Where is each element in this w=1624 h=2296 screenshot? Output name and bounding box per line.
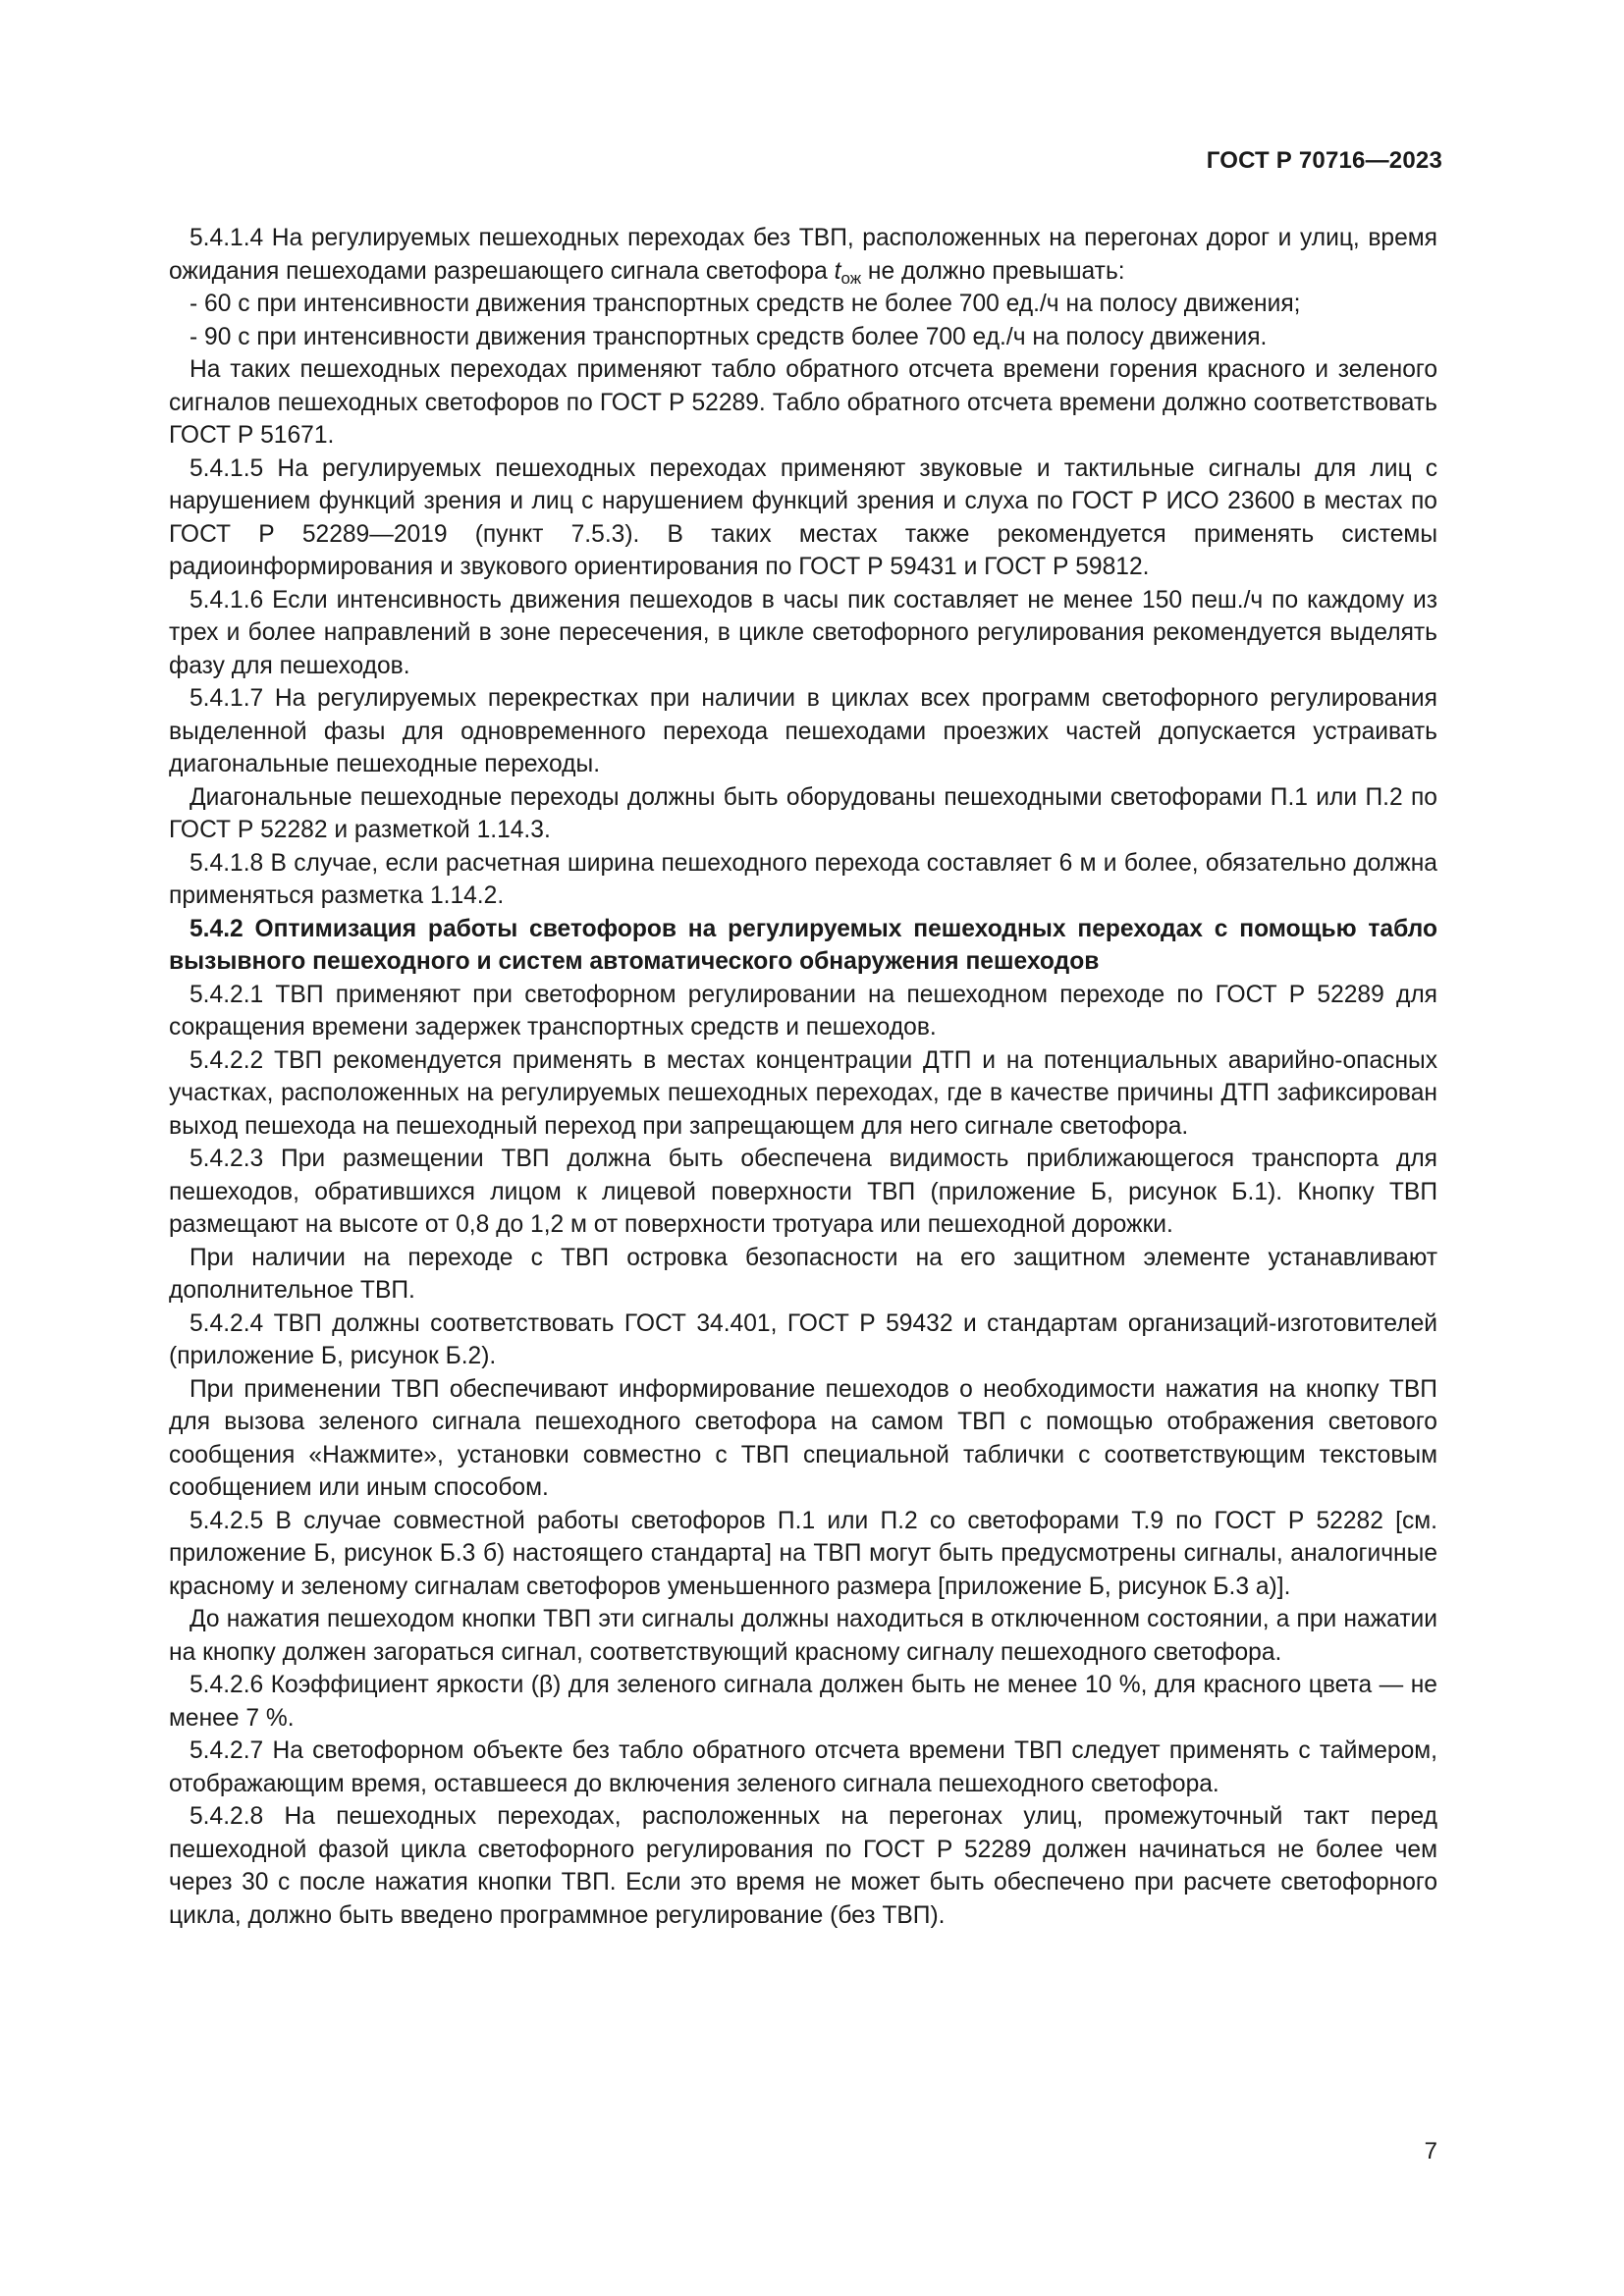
paragraph-5-4-2-1: 5.4.2.1 ТВП применяют при светофорном регулировании на пешеходном переходе по ГОСТ Р 52289 для сокращения времени задержек транспортных средств и пешеходов. (169, 981, 1437, 1041)
paragraph-5-4-2-2: 5.4.2.2 ТВП рекомендуется применять в местах концентрации ДТП и на потенциальных аварийно-опасных участках, расположенных на регулируемых пешеходных переходах, где в качестве причины ДТП зафиксирован выход пешехода на пешеходный переход при запрещающем для него сигнале светофора. (169, 1046, 1437, 1140)
list-item-60s: - 60 с при интенсивности движения транспортных средств не более 700 ед./ч на полосу движения; (189, 291, 1301, 317)
paragraph-5-4-2-6: 5.4.2.6 Коэффициент яркости (β) для зеленого сигнала должен быть не менее 10 %, для красного цвета — не менее 7 %. (169, 1672, 1437, 1732)
variable-t: t (834, 257, 841, 285)
paragraph-text: не должно превышать: (861, 257, 1125, 285)
paragraph-5-4-2-3: 5.4.2.3 При размещении ТВП должна быть обеспечена видимость приближающегося транспорта для пешеходов, обратившихся лицом к лицевой поверхности ТВП (приложение Б, рисунок Б.1). Кнопку ТВП размещают на высоте от 0,8 до 1,2 м от поверхности тротуара или пешеходной дорожки. (169, 1146, 1437, 1238)
paragraph-5-4-1-7: 5.4.1.7 На регулируемых перекрестках при наличии в циклах всех программ светофорного регулирования выделенной фазы для одновременного перехода пешеходами проезжих частей допускается устраивать диагональные пешеходные переходы. (169, 685, 1437, 777)
paragraph-5-4-2-8: 5.4.2.8 На пешеходных переходах, расположенных на перегонах улиц, промежуточный такт перед пешеходной фазой цикла светофорного регулирования по ГОСТ Р 52289 должен начинаться не более чем через 30 с после нажатия кнопки ТВП. Если это время не может быть обеспечено при расчете светофорного цикла, должно быть введено программное регулирование (без ТВП). (169, 1803, 1437, 1929)
paragraph-5-4-1-6: 5.4.1.6 Если интенсивность движения пешеходов в часы пик составляет не менее 150 пеш./ч по каждому из трех и более направлений в зоне пересечения, в цикле светофорного регулирования рекомендуется выделять фазу для пешеходов. (169, 586, 1437, 679)
paragraph-5-4-1-4 (169, 222, 1437, 288)
paragraph-diagonal-crossings: Диагональные пешеходные переходы должны быть оборудованы пешеходными светофорами П.1 или П.2 по ГОСТ Р 52282 и разметкой 1.14.3. (169, 783, 1437, 843)
document-code-header: ГОСТ Р 70716—2023 (1206, 147, 1442, 174)
paragraph-5-4-2-7: 5.4.2.7 На светофорном объекте без табло обратного отсчета времени ТВП следует применять с таймером, отображающим время, оставшееся до включения зеленого сигнала пешеходного светофора. (169, 1737, 1437, 1797)
paragraph-safety-island: При наличии на переходе с ТВП островка безопасности на его защитном элементе устанавливают дополнительное ТВП. (169, 1244, 1437, 1304)
paragraph-5-4-1-5: 5.4.1.5 На регулируемых пешеходных переходах применяют звуковые и тактильные сигналы для лиц с нарушением функций зрения и лиц с нарушением функций зрения и слуха по ГОСТ Р ИСО 23600 в местах по ГОСТ Р 52289—2019 (пункт 7.5.3). В таких местах также рекомендуется применять системы радиоинформирования и звукового ориентирования по ГОСТ Р 59431 и ГОСТ Р 59812. (169, 454, 1437, 580)
paragraph-countdown-display: На таких пешеходных переходах применяют табло обратного отсчета времени горения красного и зеленого сигналов пешеходных светофоров по ГОСТ Р 52289. Табло обратного отсчета времени должно соответствовать ГОСТ Р 51671. (169, 356, 1437, 449)
section-heading-5-4-2: 5.4.2 Оптимизация работы светофоров на регулируемых пешеходных переходах с помощью табло вызывного пешеходного и систем автоматического обнаружения пешеходов (169, 915, 1437, 975)
document-body (169, 222, 1437, 1932)
paragraph-text: 5.4.1.4 На регулируемых пешеходных переходах без ТВП, расположенных на перегонах дорог и улиц, время ожидания пешеходами разрешающего сигнала светофора (169, 225, 1437, 285)
paragraph-press-message: При применении ТВП обеспечивают информирование пешеходов о необходимости нажатия на кнопку ТВП для вызова зеленого сигнала пешеходного светофора на самом ТВП с помощью отображения светового сообщения «Нажмите», установки совместно с ТВП специальной таблички с соответствующим текстовым сообщением или иным способом. (169, 1375, 1437, 1501)
paragraph-5-4-2-4: 5.4.2.4 ТВП должны соответствовать ГОСТ 34.401, ГОСТ Р 59432 и стандартам организаций-изготовителей (приложение Б, рисунок Б.2). (169, 1309, 1437, 1369)
list-item-90s: - 90 с при интенсивности движения транспортных средств более 700 ед./ч на полосу движения. (189, 323, 1268, 350)
variable-subscript: ож (840, 268, 862, 288)
paragraph-5-4-1-8: 5.4.1.8 В случае, если расчетная ширина пешеходного перехода составляет 6 м и более, обязательно должна применяться разметка 1.14.2. (169, 849, 1437, 909)
page-number: 7 (1424, 2138, 1437, 2164)
paragraph-signals-off: До нажатия пешеходом кнопки ТВП эти сигналы должны находиться в отключенном состоянии, а при нажатии на кнопку должен загораться сигнал, соответствующий красному сигналу пешеходного светофора. (169, 1606, 1437, 1666)
paragraph-5-4-2-5: 5.4.2.5 В случае совместной работы светофоров П.1 или П.2 со светофорами Т.9 по ГОСТ Р 52282 [см. приложение Б, рисунок Б.3 б) настоящего стандарта] на ТВП могут быть предусмотрены сигналы, аналогичные красному и зеленому сигналам светофоров уменьшенного размера [приложение Б, рисунок Б.3 а)]. (169, 1507, 1437, 1600)
